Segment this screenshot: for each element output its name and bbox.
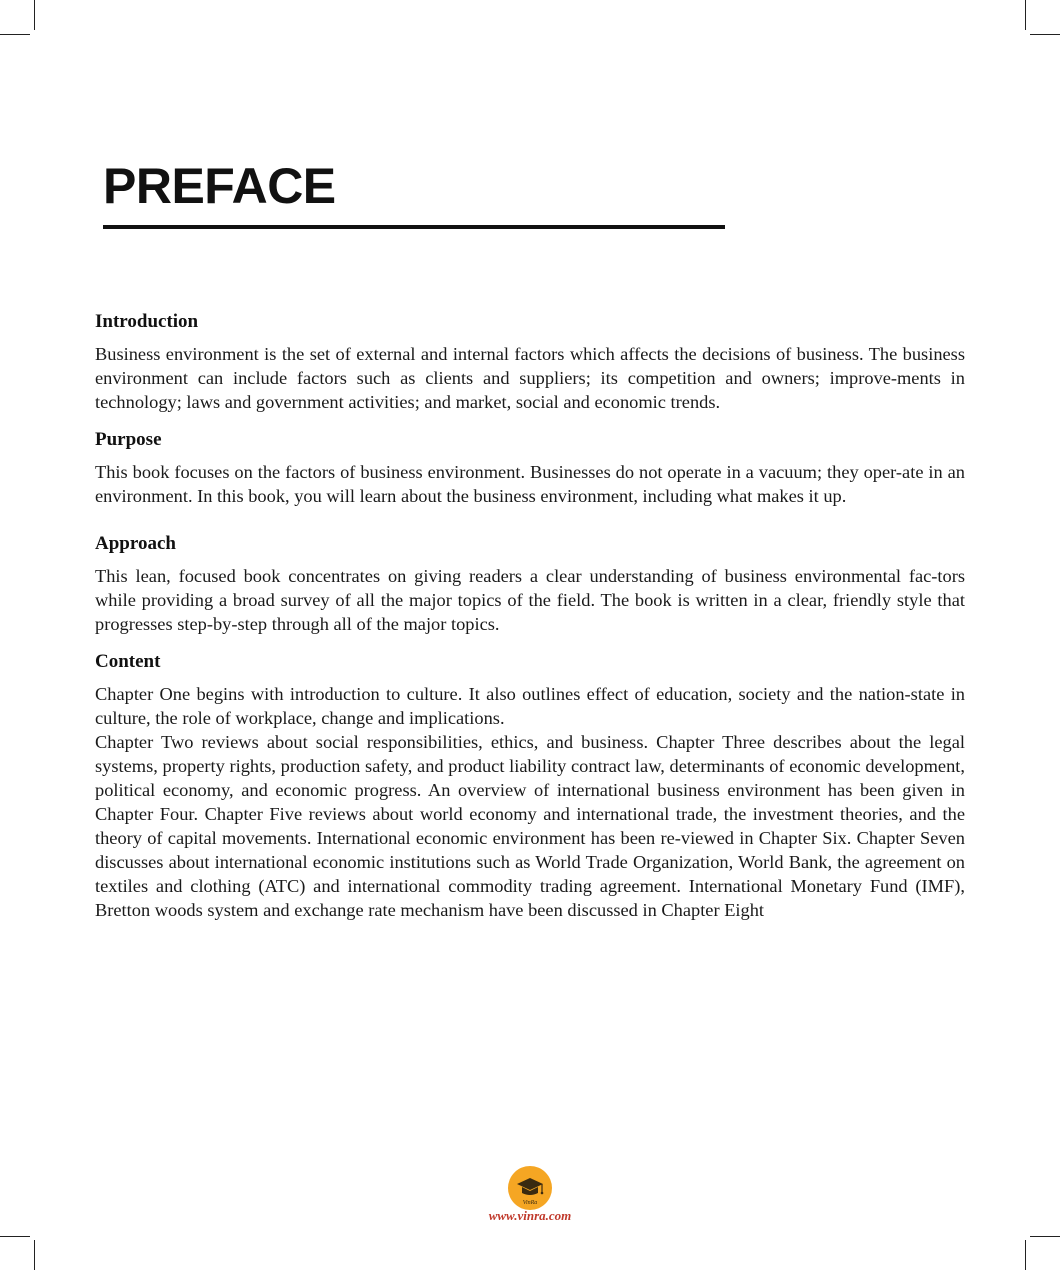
svg-text:VinRa: VinRa <box>522 1200 538 1206</box>
section-body-continued: Chapter Two reviews about social responsibilities, ethics, and business. Chapter Three describes about the legal systems, property rights, production safety, and product liability contract law, determinants of economic development, political economy, and economic progress. An overview of international business environment has been given in Chapter Four. Chapter Five reviews about world economy and international trade, the investment theories, and the theory of capital movements. International economic environment has been re-viewed in Chapter Six. Chapter Seven discusses about international economic institutions such as World Trade Organization, World Bank, the agreement on textiles and clothing (ATC) and international commodity trading agreement. International Monetary Fund (IMF), Bretton woods system and exchange rate mechanism have been discussed in Chapter Eight <box>95 732 965 920</box>
section-body: This lean, focused book concentrates on giving readers a clear understanding of business environmental fac-tors while providing a broad survey of all the major topics of the field. The book is written in a clear, friendly style that progresses step-by-step through all of the major topics. <box>95 566 965 634</box>
graduation-cap-icon <box>508 1166 552 1210</box>
section-body: Business environment is the set of external and internal factors which affects the decisions of business. The business environment can include factors such as clients and suppliers; its competition and owners; improve-ments in technology; laws and government activities; and market, social and economic trends. <box>95 344 965 412</box>
crop-mark <box>1025 0 1026 30</box>
crop-mark <box>34 1240 35 1270</box>
crop-mark <box>34 0 35 30</box>
publisher-url[interactable]: www.vinra.com <box>488 1208 572 1223</box>
section-heading: Purpose <box>95 429 162 450</box>
section-heading: Introduction <box>95 311 199 332</box>
publisher-logo <box>508 1166 552 1210</box>
section-approach <box>95 532 965 636</box>
crop-mark <box>1030 1236 1060 1237</box>
section-body: Chapter One begins with introduction to culture. It also outlines effect of education, society and the nation-state in culture, the role of workplace, change and implications. <box>95 684 965 728</box>
crop-mark <box>0 1236 30 1237</box>
page-title: PREFACE <box>103 158 336 214</box>
crop-mark <box>0 34 30 35</box>
section-body: This book focuses on the factors of business environment. Businesses do not operate in a vacuum; they oper-ate in an environment. In this book, you will learn about the business environment, including what makes it up. <box>95 462 965 506</box>
title-underline <box>103 225 725 229</box>
crop-mark <box>1025 1240 1026 1270</box>
section-introduction <box>95 310 965 414</box>
section-heading: Approach <box>95 533 176 554</box>
section-content <box>95 650 965 922</box>
preface-content <box>95 310 965 936</box>
section-purpose <box>95 428 965 508</box>
crop-mark <box>1030 34 1060 35</box>
section-heading: Content <box>95 651 161 672</box>
